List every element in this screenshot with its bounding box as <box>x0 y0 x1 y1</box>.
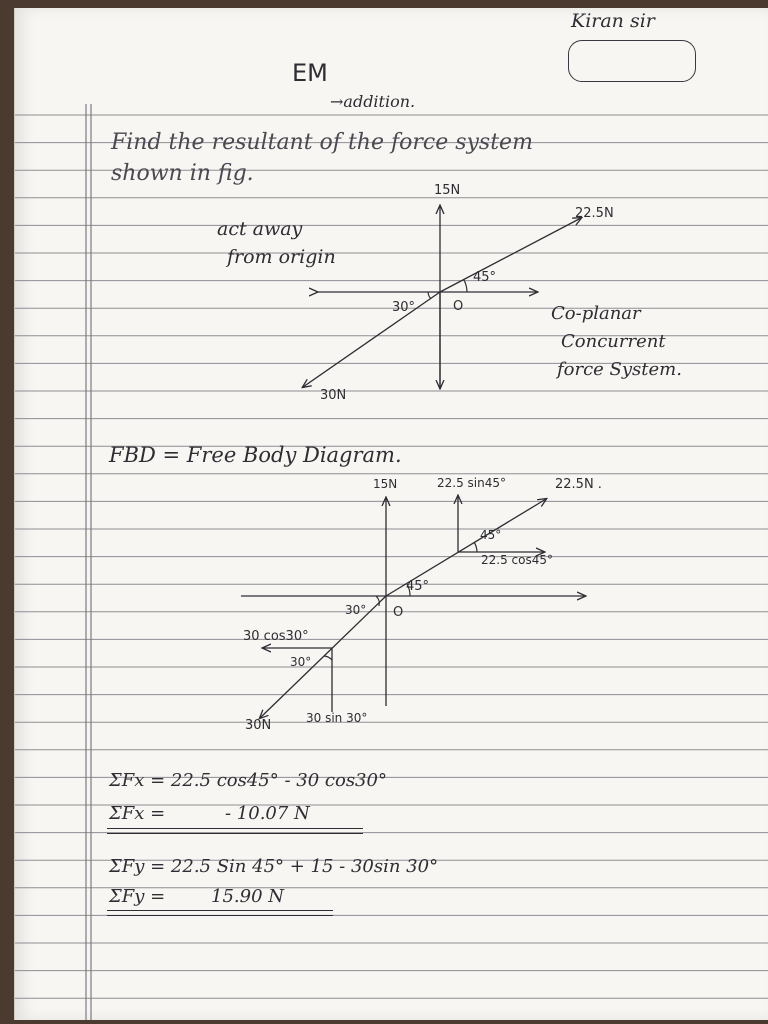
fy-underline-2 <box>107 915 333 916</box>
fy-equation: ΣFy = 22.5 Sin 45° + 15 - 30sin 30° <box>109 856 439 877</box>
fbd-title: FBD = Free Body Diagram. <box>109 443 402 467</box>
fbd-label-origin: O <box>393 605 404 620</box>
fbd-label-22n: 22.5N . <box>555 477 602 492</box>
fbd-label-30n: 30N <box>245 718 272 733</box>
fbd-label-30: 30° <box>345 603 367 617</box>
system-line-2: Concurrent <box>561 331 666 352</box>
fy-underline-1 <box>107 910 333 911</box>
addition-note: →addition. <box>330 92 416 111</box>
fbd-label-30-cos: 30 cos30° <box>243 629 309 644</box>
fbd-label-45: 45° <box>406 579 430 594</box>
fbd-label-30-low: 30° <box>290 655 312 669</box>
fig1-label-origin: O <box>453 299 464 314</box>
fx-underline-1 <box>107 828 363 829</box>
fx-underline-2 <box>107 833 363 834</box>
fig1-label-22n: 22.5N <box>575 206 614 221</box>
fbd-label-45-top: 45° <box>480 528 502 542</box>
arrow-icon: → <box>330 92 344 111</box>
fig1-label-30: 30° <box>392 300 416 315</box>
fx-result: - 10.07 N <box>225 803 310 824</box>
fx-equation: ΣFx = 22.5 cos45° - 30 cos30° <box>109 770 387 791</box>
system-line-1: Co-planar <box>551 303 641 324</box>
fig1-label-30n: 30N <box>320 388 347 403</box>
fx-lhs: ΣFx = <box>109 803 166 824</box>
fig1-label-15n: 15N <box>434 183 461 198</box>
fy-lhs: ΣFy = <box>109 886 166 907</box>
fbd-label-22-sin: 22.5 sin45° <box>437 476 506 490</box>
system-line-3: force System. <box>557 359 682 380</box>
note-line-2: from origin <box>227 246 336 268</box>
fbd-label-30-sin: 30 sin 30° <box>306 711 368 725</box>
note-line-1: act away <box>217 218 303 240</box>
problem-line-2: shown in fig. <box>111 161 254 186</box>
fbd-arc-30-low <box>324 656 332 660</box>
subject-title: EM <box>292 59 328 87</box>
fig1-label-45: 45° <box>473 270 497 285</box>
notebook-page <box>14 8 768 1020</box>
fy-result: 15.90 N <box>211 886 285 907</box>
problem-line-1: Find the resultant of the force system <box>111 130 533 155</box>
fbd-label-15n: 15N <box>373 477 398 491</box>
fbd-arc-45-top <box>474 542 477 552</box>
author-name: Kiran sir <box>571 10 655 32</box>
fbd-force-30n <box>260 596 386 718</box>
fbd-label-22-cos: 22.5 cos45° <box>481 553 553 567</box>
